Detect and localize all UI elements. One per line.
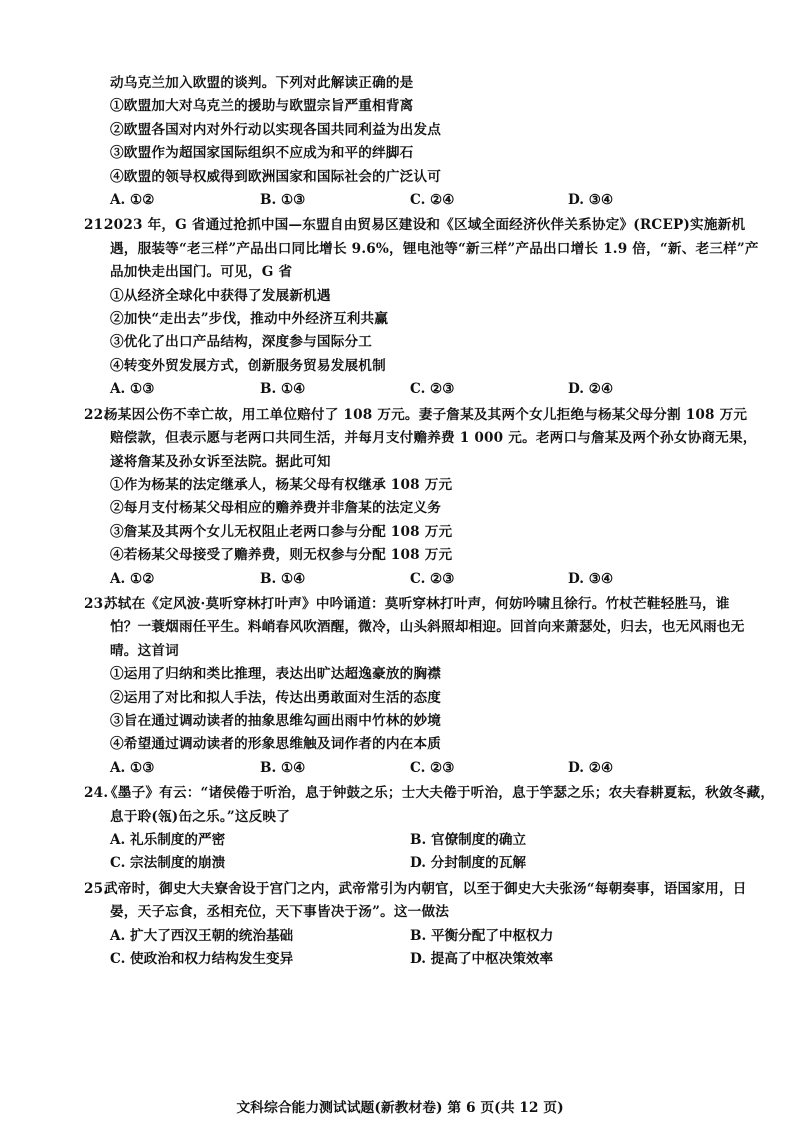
option-d: D. ③④ [568, 570, 614, 587]
statement-item: ①从经济全球化中获得了发展新机遇 [110, 287, 331, 304]
options-row [110, 948, 756, 971]
question-number: 21. [84, 217, 109, 234]
question-24 [84, 782, 775, 876]
statement-item: ①欧盟加大对乌克兰的援助与欧盟宗旨严重相背离 [110, 98, 414, 115]
question-23 [84, 593, 756, 780]
option-c: C. ②③ [410, 381, 455, 398]
question-stem-line: 苏轼在《定风波·莫听穿林打叶声》中吟诵道：莫听穿林打叶声，何妨吟啸且徐行。竹杖芒鞋轻胜马，谁 [104, 595, 730, 612]
option-b: B. ①④ [260, 381, 306, 398]
statement-item: ②运用了对比和拟人手法，传达出勇敢面对生活的态度 [110, 689, 442, 706]
options-row [110, 852, 756, 875]
question-stem-line: 武帝时，御史大夫寮舍设于宫门之内，武帝常引为内朝官，以至于御史大夫张汤“每朝奏事，语国家用，日 [104, 880, 747, 897]
statement-item: ③优化了出口产品结构，深度参与国际分工 [110, 334, 373, 351]
option-b: B. ①④ [260, 759, 306, 776]
question-number: 25. [84, 880, 109, 897]
question-stem-line: 动乌克兰加入欧盟的谈判。下列对此解读正确的是 [110, 75, 414, 91]
option-d: D. 分封制度的瓦解 [410, 855, 526, 872]
option-c: C. 宗法制度的崩溃 [110, 855, 226, 872]
question-22 [84, 404, 757, 591]
question-number: 24. [84, 785, 109, 802]
statement-item: ④欧盟的领导权威得到欧洲国家和国际社会的广泛认可 [110, 168, 442, 185]
options-row [110, 829, 756, 852]
option-b: B. 平衡分配了中枢权力 [410, 927, 554, 944]
options-row [110, 378, 756, 401]
statement-item: ③欧盟作为超国家国际组织不应成为和平的绊脚石 [110, 145, 414, 162]
question-stem-line: 遇，服装等“老三样”产品出口同比增长 9.6%，锂电池等“新三样”产品出口增长 1.9 倍，“新、老三样”产 [110, 240, 759, 257]
question-stem-line: 晴。这首词 [110, 642, 179, 659]
option-a: A. ①③ [110, 759, 155, 776]
option-d: D. ②④ [568, 381, 614, 398]
statement-item: ②加快“走出去”步伐，推动中外经济互利共赢 [110, 311, 389, 328]
question-25 [84, 878, 756, 972]
statement-item: ③詹某及其两个女儿无权阻止老两口参与分配 108 万元 [110, 523, 453, 540]
option-d: D. 提高了中枢决策效率 [410, 951, 554, 968]
option-a: A. 礼乐制度的严密 [110, 832, 226, 848]
option-c: C. 使政治和权力结构发生变异 [110, 951, 294, 968]
question-number: 23. [84, 595, 109, 612]
option-a: A. 扩大了西汉王朝的统治基础 [110, 927, 294, 944]
option-d: D. ②④ [568, 759, 614, 776]
question-stem-line: 遂将詹某及孙女诉至法院。据此可知 [110, 453, 331, 470]
option-b: B. ①④ [260, 570, 306, 587]
options-row [110, 568, 756, 591]
option-a: A. ①② [110, 570, 155, 587]
question-stem-line: 《墨子》有云：“诸侯倦于听治，息于钟鼓之乐；士大夫倦于听治，息于竽瑟之乐；农夫春耕夏耘，秋敛冬藏， [104, 785, 775, 802]
question-21 [84, 214, 759, 401]
statement-item: ②每月支付杨某父母相应的赡养费并非詹某的法定义务 [110, 500, 442, 517]
statement-item: ③旨在通过调动读者的抽象思维勾画出雨中竹林的妙境 [110, 712, 442, 729]
question-stem-line: 息于聆(瓴)缶之乐。”这反映了 [110, 808, 291, 825]
statement-item: ④转变外贸发展方式，创新服务贸易发展机制 [110, 357, 386, 374]
option-c: C. ②③ [410, 759, 455, 776]
option-a: A. ①② [110, 192, 155, 209]
option-c: C. ②③ [410, 570, 455, 587]
page-footer: 文科综合能力测试试题(新教材卷) 第 6 页(共 12 页) [236, 1100, 564, 1116]
question-stem-line: 2023 年，G 省通过抢抓中国—东盟自由贸易区建设和《区域全面经济伙伴关系协定》(RCEP)实施新机 [104, 217, 746, 234]
statement-item: ①运用了归纳和类比推理，表达出旷达超逸豪放的胸襟 [110, 666, 442, 683]
option-d: D. ③④ [568, 192, 614, 209]
option-c: C. ②④ [410, 192, 455, 209]
question-number: 22. [84, 406, 109, 423]
question-stem-line: 晏，天子忘食，丞相充位，天下事皆决于汤”。这一做法 [110, 904, 450, 921]
option-b: B. 官僚制度的确立 [410, 832, 527, 848]
option-a: A. ①③ [110, 381, 155, 398]
question-stem-line: 赔偿款，但表示愿与老两口共同生活，并每月支付赡养费 1 000 元。老两口与詹某及两个孙女协商无果， [110, 430, 757, 447]
option-b: B. ①③ [260, 192, 306, 209]
statement-item: ④希望通过调动读者的形象思维触及词作者的内在本质 [110, 736, 442, 753]
question-stem-line: 怕？一蓑烟雨任平生。料峭春风吹酒醒，微冷，山头斜照却相迎。回首向来萧瑟处，归去，也无风雨也无 [110, 619, 745, 636]
statement-item: ④若杨某父母接受了赡养费，则无权参与分配 108 万元 [110, 547, 453, 564]
statement-item: ①作为杨某的法定继承人，杨某父母有权继承 108 万元 [110, 476, 453, 493]
options-row [110, 757, 756, 780]
statement-item: ②欧盟各国对内对外行动以实现各国共同利益为出发点 [110, 121, 442, 138]
question-stem-line: 品加快走出国门。可见，G 省 [110, 264, 293, 281]
question-20 [110, 72, 756, 212]
options-row [110, 925, 756, 948]
question-stem-line: 杨某因公伤不幸亡故，用工单位赔付了 108 万元。妻子詹某及其两个女儿拒绝与杨某父母分割 108 万元 [104, 406, 748, 423]
options-row [110, 189, 756, 212]
